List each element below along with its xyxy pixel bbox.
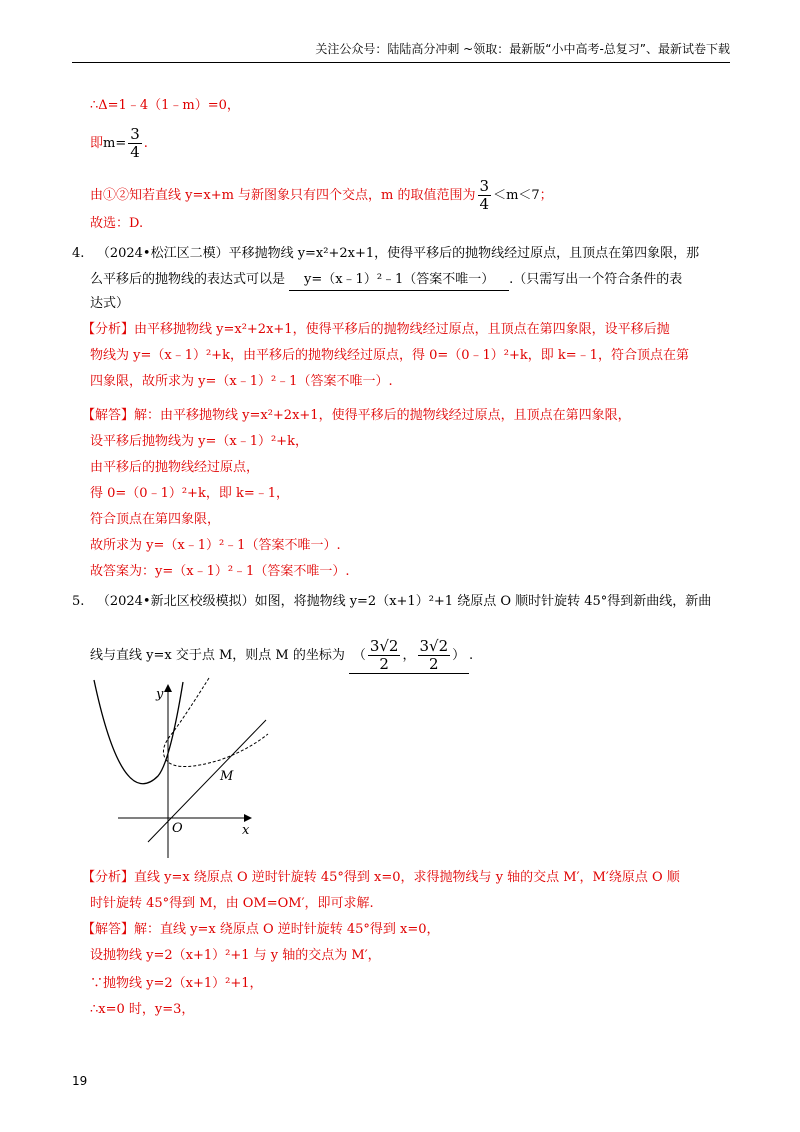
answer-blank: y=（x﹣1）²﹣1（答案不唯一）: [289, 270, 509, 291]
solution-line: 【解答】解：由平移抛物线 y=x²+2x+1，使得平移后的抛物线经过原点，且顶点在第四象限，: [82, 408, 631, 423]
analysis-line: 【分析】由平移抛物线 y=x²+2x+1，使得平移后的抛物线经过原点，且顶点在第四象限，设平移后抛: [82, 322, 670, 337]
rotated-curve: [163, 678, 268, 767]
solution-line: 设抛物线 y=2（x+1）²+1 与 y 轴的交点为 M′，: [90, 948, 381, 963]
text-line: 故选：D.: [90, 216, 144, 231]
solution-line: 由平移后的抛物线经过原点，: [90, 460, 260, 475]
solution-line: 故所求为 y=（x﹣1）²﹣1（答案不唯一）.: [90, 538, 341, 553]
answer-blank: （ $\frac{3√2}{2}$ ， $\frac{3√2}{2}$ ）: [349, 638, 469, 674]
analysis-line: 物线为 y=（x﹣1）²+k，由平移后的抛物线经过原点，得 0=（0﹣1）²+k，即 k=﹣1，符合顶点在第: [90, 348, 689, 363]
fraction: $\frac{3√2}{2}$: [369, 637, 399, 673]
text-line: ∴Δ=1﹣4（1﹣m）=0，: [90, 98, 240, 113]
analysis-line: 【分析】直线 y=x 绕原点 O 逆时针旋转 45°得到 x=0，求得抛物线与 y 轴的交点 M′，M′绕原点 O 顺: [82, 870, 680, 885]
page-header: 关注公众号：陆陆高分冲刺 ~领取：最新版“小中高考-总复习”、最新试卷下载: [315, 42, 730, 56]
solution-line: ∵抛物线 y=2（x+1）²+1，: [90, 976, 263, 991]
label-y: y: [156, 687, 164, 702]
fraction: $\frac{3}{4}$: [479, 177, 490, 213]
analysis-line: 时针旋转 45°得到 M，由 OM=OM′，即可求解.: [90, 896, 374, 911]
parabola-curve: [94, 680, 183, 784]
analysis-line: 四象限，故所求为 y=（x﹣1）²﹣1（答案不唯一）.: [90, 374, 393, 389]
question-4-line: 4. （2024•松江区二模）平移抛物线 y=x²+2x+1，使得平移后的抛物线经过原点，且顶点在第四象限，那: [72, 246, 700, 261]
solution-line: 符合顶点在第四象限，: [90, 512, 221, 527]
page-number: 19: [72, 1074, 88, 1088]
solution-line: 故答案为：y=（x﹣1）²﹣1（答案不唯一）.: [90, 564, 350, 579]
question-5-line: 5. （2024•新北区校级模拟）如图，将抛物线 y=2（x+1）²+1 绕原点 O 顺时针旋转 45°得到新曲线，新曲: [72, 594, 712, 609]
text-line: 即m= $\frac{3}{4}$ .: [90, 125, 148, 161]
label-o: O: [172, 821, 183, 836]
label-x: x: [242, 823, 250, 838]
fraction: $\frac{3√2}{2}$: [419, 637, 449, 673]
solution-line: 设平移后抛物线为 y=（x﹣1）²+k，: [90, 434, 308, 449]
question-5-line: 线与直线 y=x 交于点 M，则点 M 的坐标为 （ $\frac{3√2}{2}$ ， $\frac{3√2}{2}$ ） .: [90, 637, 474, 673]
label-m: M: [220, 769, 234, 784]
y-axis-arrow: [164, 684, 172, 692]
text-line: 由①②知若直线 y=x+m 与新图象只有四个交点，m 的取值范围为 $\frac{3}{4}$ ＜m＜7；: [90, 177, 553, 213]
header-divider: [72, 62, 730, 63]
solution-line: ∴x=0 时，y=3，: [90, 1002, 195, 1017]
solution-line: 得 0=（0﹣1）²+k，即 k=﹣1，: [90, 486, 289, 501]
question-4-line: 达式）: [90, 296, 130, 311]
solution-line: 【解答】解：直线 y=x 绕原点 O 逆时针旋转 45°得到 x=0，: [82, 922, 440, 937]
x-axis-arrow: [244, 814, 252, 822]
parabola-figure: [86, 672, 286, 862]
question-4-line: 么平移后的抛物线的表达式可以是 y=（x﹣1）²﹣1（答案不唯一） .（只需写出一个符合条件的表: [90, 270, 682, 291]
fraction: $\frac{3}{4}$: [130, 125, 140, 161]
